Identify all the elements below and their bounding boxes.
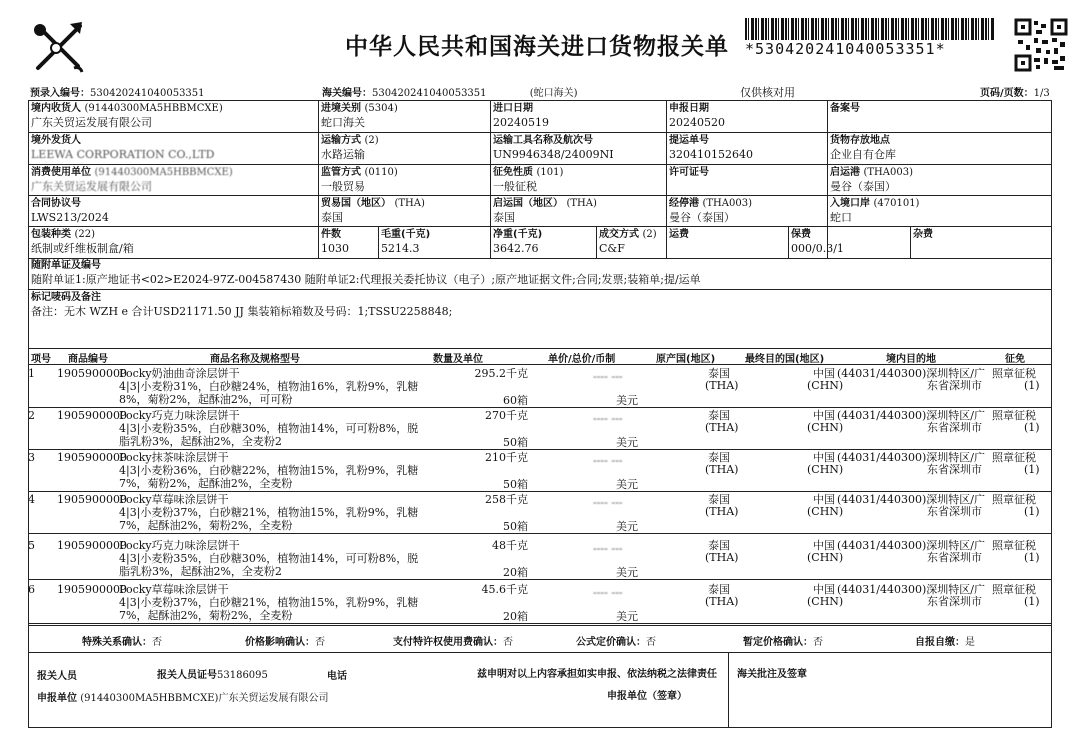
goods-domestic-2: 东省深圳市 <box>927 551 982 564</box>
goods-levy-code: (1) <box>1024 421 1040 434</box>
deal-code: (2) <box>642 229 657 240</box>
transit-port-cell <box>669 197 824 225</box>
goods-origin: 泰国 <box>708 539 730 552</box>
goods-spec2: 8%，菊粉2%，起酥油2%，可可粉 <box>119 393 293 406</box>
royalty-confirm: 支付特许权使用费确认：否 <box>393 637 513 648</box>
pieces-cell <box>321 228 376 256</box>
supervision-code: (0110) <box>364 167 398 178</box>
goods-price: ---- --- <box>593 412 623 425</box>
departure-port-cell <box>830 166 1048 194</box>
goods-spec1: 4|3|小麦粉31%，白砂糖24%，植物油16%，乳粉9%，乳糖 <box>119 380 419 393</box>
self-pay-confirm: 自报自缴：是 <box>915 637 975 648</box>
declare-date-label: 申报日期 <box>669 103 709 114</box>
goods-no: 6 <box>28 583 35 596</box>
vessel-value: UN9946348/24009NI <box>493 148 614 161</box>
provisional-price-confirm: 暂定价格确认：否 <box>743 637 823 648</box>
misc-label: 杂费 <box>913 229 933 240</box>
trade-country-value: 泰国 <box>321 211 343 224</box>
goods-code: 1905900000 <box>57 539 127 552</box>
col-header-domestic: 境内目的地 <box>886 354 936 365</box>
barcode <box>745 18 995 40</box>
entry-port-code: (470101) <box>873 198 920 209</box>
package-cell <box>31 228 316 256</box>
goods-levy: 照章征税 <box>992 493 1036 506</box>
freight-cell <box>669 228 784 242</box>
goods-name: Pocky巧克力味涂层饼干 <box>119 539 240 552</box>
goods-currency: 美元 <box>616 394 638 407</box>
goods-qty: 295.2千克 <box>474 367 528 380</box>
transport-mode-value: 水路运输 <box>321 148 365 161</box>
goods-currency: 美元 <box>616 610 638 623</box>
import-date-value: 20240519 <box>493 116 549 129</box>
pieces-value: 1030 <box>321 242 349 255</box>
bill-no-cell <box>669 134 824 162</box>
goods-currency: 美元 <box>616 566 638 579</box>
goods-levy: 照章征税 <box>992 367 1036 380</box>
transport-mode-label: 运输方式 <box>321 135 361 146</box>
misc-cell <box>913 228 1048 242</box>
goods-code: 1905900000 <box>57 409 127 422</box>
package-code: (22) <box>74 229 96 240</box>
origin-country-code: (THA) <box>566 198 597 209</box>
transit-port-code: (THA003) <box>702 198 752 209</box>
pre-entry-row <box>30 84 205 99</box>
storage-label: 货物存放地点 <box>830 135 890 146</box>
entry-customs-label: 进境关别 <box>321 103 361 114</box>
origin-country-cell <box>493 197 663 225</box>
goods-dest-code: (CHN) <box>807 551 844 564</box>
statement: 兹申明对以上内容承担如实申报、依法纳税之法律责任 <box>477 669 717 680</box>
goods-qty-unit: 50箱 <box>503 436 528 449</box>
consignor-label: 境外发货人 <box>31 135 81 146</box>
goods-currency: 美元 <box>616 436 638 449</box>
goods-spec2: 7%，起酥油2%，菊粉2%，全麦粉 <box>119 519 293 532</box>
goods-origin: 泰国 <box>708 493 730 506</box>
goods-dest: 中国 <box>813 409 835 422</box>
goods-row <box>28 581 1052 624</box>
phone-label: 电话 <box>327 671 347 682</box>
goods-dest: 中国 <box>813 493 835 506</box>
goods-spec1: 4|3|小麦粉35%，白砂糖30%，植物油14%，可可粉8%，脱 <box>119 422 419 435</box>
goods-domestic: (44031/440300)深圳特区/广 <box>837 409 985 422</box>
goods-domestic-2: 东省深圳市 <box>927 421 982 434</box>
declare-date-value: 20240520 <box>669 116 725 129</box>
consignor-cell <box>31 134 316 162</box>
net-label: 净重(千克) <box>493 229 543 240</box>
goods-domestic: (44031/440300)深圳特区/广 <box>837 583 985 596</box>
goods-qty-unit: 50箱 <box>503 520 528 533</box>
goods-dest-code: (CHN) <box>807 505 844 518</box>
freight-label: 运费 <box>669 229 689 240</box>
pre-entry-no: 530420241040053351 <box>90 88 205 99</box>
goods-no: 5 <box>28 539 35 552</box>
import-date-cell <box>493 102 663 130</box>
goods-levy: 照章征税 <box>992 409 1036 422</box>
departure-port-value: 曼谷（泰国） <box>830 180 896 193</box>
origin-country-value: 泰国 <box>493 211 515 224</box>
goods-origin: 泰国 <box>708 451 730 464</box>
goods-domestic-2: 东省深圳市 <box>927 595 982 608</box>
transit-port-value: 曼谷（泰国） <box>669 211 735 224</box>
consignee-value: 广东关贸运发展有限公司 <box>31 116 152 129</box>
net-value: 3642.76 <box>493 242 539 255</box>
goods-qty-unit: 20箱 <box>503 610 528 623</box>
col-header-price: 单价/总价/币制 <box>548 354 616 365</box>
consignee-cell <box>31 102 316 130</box>
goods-domestic-2: 东省深圳市 <box>927 505 982 518</box>
storage-value: 企业自有仓库 <box>830 148 896 161</box>
goods-dest-code: (CHN) <box>807 379 844 392</box>
bill-no-label: 提运单号 <box>669 135 709 146</box>
bill-no-value: 320410152640 <box>669 148 753 161</box>
goods-origin-code: (THA) <box>705 379 739 392</box>
goods-row <box>28 365 1052 408</box>
storage-cell <box>830 134 1048 162</box>
goods-levy-code: (1) <box>1024 595 1040 608</box>
deal-label: 成交方式 <box>599 229 639 240</box>
supervision-cell <box>321 166 487 194</box>
trade-country-cell <box>321 197 487 225</box>
record-no-cell <box>830 102 1048 116</box>
goods-dest: 中国 <box>813 539 835 552</box>
insurance-value: 000/0.3/1 <box>791 242 844 255</box>
levy-nature-cell <box>493 166 663 194</box>
goods-name: Pocky草莓味涂层饼干 <box>119 493 229 506</box>
for-check-note: 仅供核对用 <box>740 86 795 99</box>
goods-levy-code: (1) <box>1024 463 1040 476</box>
levy-nature-value: 一般征税 <box>493 180 537 193</box>
attachments-label: 随附单证及编号 <box>31 260 101 271</box>
barcode-text: *530420241040053351* <box>745 40 946 58</box>
pieces-label: 件数 <box>321 229 341 240</box>
remarks-label: 标记唛码及备注 <box>31 292 101 303</box>
deal-value: C&F <box>599 242 625 255</box>
formula-price-confirm: 公式定价确认：否 <box>576 637 656 648</box>
consumer-value: 广东关贸运发展有限公司 <box>31 180 152 193</box>
goods-qty: 270千克 <box>485 409 528 422</box>
goods-price: ---- --- <box>593 496 623 509</box>
customs-no-row <box>322 84 578 99</box>
goods-code: 1905900000 <box>57 583 127 596</box>
goods-origin-code: (THA) <box>705 505 739 518</box>
package-label: 包装种类 <box>31 229 71 240</box>
consignee-code: (91440300MA5HBBMCXE) <box>84 103 223 114</box>
attachments-cell <box>31 259 1047 287</box>
goods-levy: 照章征税 <box>992 451 1036 464</box>
col-header-name: 商品名称及规格型号 <box>210 354 300 365</box>
package-value: 纸制或纤维板制盒/箱 <box>31 242 134 255</box>
goods-currency: 美元 <box>616 478 638 491</box>
goods-domestic-2: 东省深圳市 <box>927 379 982 392</box>
col-header-levy: 征免 <box>1005 354 1025 365</box>
goods-qty-unit: 50箱 <box>503 478 528 491</box>
goods-dest-code: (CHN) <box>807 595 844 608</box>
contract-value: LWS213/2024 <box>31 211 109 224</box>
goods-levy: 照章征税 <box>992 539 1036 552</box>
goods-levy: 照章征税 <box>992 583 1036 596</box>
gross-value: 5214.3 <box>381 242 420 255</box>
col-header-code: 商品编号 <box>68 354 108 365</box>
goods-code: 1905900000 <box>57 493 127 506</box>
goods-spec2: 7%，起酥油2%，菊粉2%，全麦粉 <box>119 609 293 622</box>
transport-mode-cell <box>321 134 487 162</box>
price-impact-confirm: 价格影响确认：否 <box>245 637 325 648</box>
record-no-label: 备案号 <box>830 103 860 114</box>
goods-spec2: 7%，菊粉2%，起酥油2%，全麦粉 <box>119 477 293 490</box>
entry-port-label: 入境口岸 <box>830 198 870 209</box>
insurance-cell <box>791 228 907 256</box>
goods-no: 3 <box>28 451 35 464</box>
goods-price: ---- --- <box>593 586 623 599</box>
goods-qty: 258千克 <box>485 493 528 506</box>
transport-mode-code: (2) <box>364 135 379 146</box>
consumer-code: (91440300MA5HBBMCXE) <box>94 167 233 178</box>
transit-port-label: 经停港 <box>669 198 699 209</box>
gross-cell <box>381 228 487 256</box>
unit-seal: 申报单位（签章） <box>607 691 687 702</box>
goods-row <box>28 491 1052 534</box>
col-header-dest: 最终目的国(地区) <box>745 354 825 365</box>
origin-country-label: 启运国（地区） <box>493 198 563 209</box>
net-cell <box>493 228 593 256</box>
col-header-qty: 数量及单位 <box>433 354 483 365</box>
levy-nature-code: (101) <box>536 167 564 178</box>
customs-no: 530420241040053351 <box>372 88 487 99</box>
license-label: 许可证号 <box>669 167 709 178</box>
supervision-value: 一般贸易 <box>321 180 365 193</box>
qr-code-icon <box>1014 18 1068 72</box>
goods-dest: 中国 <box>813 583 835 596</box>
entry-customs-code: (5304) <box>364 103 398 114</box>
vessel-label: 运输工具名称及航次号 <box>493 135 593 146</box>
goods-domestic: (44031/440300)深圳特区/广 <box>837 451 985 464</box>
trade-country-label: 贸易国（地区） <box>321 198 391 209</box>
entry-customs-cell <box>321 102 487 130</box>
license-cell <box>669 166 824 180</box>
goods-dest-code: (CHN) <box>807 421 844 434</box>
goods-levy-code: (1) <box>1024 379 1040 392</box>
deal-cell <box>599 228 664 256</box>
goods-code: 1905900000 <box>57 367 127 380</box>
col-header-no: 项号 <box>31 354 51 365</box>
goods-name: Pocky奶油曲奇涂层饼干 <box>119 367 240 380</box>
goods-name: Pocky巧克力味涂层饼干 <box>119 409 240 422</box>
entry-customs-value: 蛇口海关 <box>321 116 365 129</box>
goods-dest: 中国 <box>813 451 835 464</box>
goods-dest-code: (CHN) <box>807 463 844 476</box>
declare-unit: 申报单位 (91440300MA5HBBMCXE)广东关贸运发展有限公司 <box>37 693 329 704</box>
page-indicator <box>980 84 1050 99</box>
goods-currency: 美元 <box>616 520 638 533</box>
attachments-value: 随附单证1:原产地证书<02>E2024-97Z-004587430 随附单证2:代理报关委托协议（电子）;原产地证据文件;合同;发票;装箱单;提/运单 <box>31 273 701 286</box>
goods-price: ---- --- <box>593 370 623 383</box>
goods-price: ---- --- <box>593 454 623 467</box>
goods-qty: 48千克 <box>492 539 528 552</box>
page-label: 页码/页数： <box>980 88 1034 99</box>
goods-domestic: (44031/440300)深圳特区/广 <box>837 367 985 380</box>
goods-origin-code: (THA) <box>705 463 739 476</box>
col-header-origin: 原产国(地区) <box>656 354 716 365</box>
goods-row <box>28 449 1052 492</box>
goods-code: 1905900000 <box>57 451 127 464</box>
goods-spec1: 4|3|小麦粉35%，白砂糖30%，植物油14%，可可粉8%，脱 <box>119 552 419 565</box>
goods-qty: 210千克 <box>485 451 528 464</box>
goods-spec1: 4|3|小麦粉37%，白砂糖21%，植物油15%，乳粉9%，乳糖 <box>119 506 419 519</box>
goods-dest: 中国 <box>813 367 835 380</box>
supervision-label: 监管方式 <box>321 167 361 178</box>
goods-name: Pocky抹茶味涂层饼干 <box>119 451 229 464</box>
goods-name: Pocky草莓味涂层饼干 <box>119 583 229 596</box>
goods-domestic: (44031/440300)深圳特区/广 <box>837 539 985 552</box>
goods-qty-unit: 20箱 <box>503 566 528 579</box>
vessel-cell <box>493 134 663 162</box>
goods-no: 2 <box>28 409 35 422</box>
page-value: 1/3 <box>1033 88 1050 99</box>
declare-date-cell <box>669 102 824 130</box>
customs-no-label: 海关编号： <box>322 88 372 99</box>
goods-origin-code: (THA) <box>705 421 739 434</box>
levy-nature-label: 征免性质 <box>493 167 533 178</box>
goods-no: 1 <box>28 367 35 380</box>
import-date-label: 进口日期 <box>493 103 533 114</box>
entry-port-value: 蛇口 <box>830 211 852 224</box>
gross-label: 毛重(千克) <box>381 229 431 240</box>
goods-row <box>28 537 1052 580</box>
goods-origin: 泰国 <box>708 409 730 422</box>
declarant-label: 报关人员 <box>37 671 77 682</box>
goods-spec2: 脂乳粉3%，起酥油2%，全麦粉2 <box>119 565 282 578</box>
goods-no: 4 <box>28 493 35 506</box>
remarks-cell <box>31 291 1047 319</box>
contract-cell <box>31 197 316 225</box>
goods-origin-code: (THA) <box>705 551 739 564</box>
goods-domestic: (44031/440300)深圳特区/广 <box>837 493 985 506</box>
goods-price: ---- --- <box>593 542 623 555</box>
declarant-no: 报关人员证号53186095 <box>157 670 268 681</box>
customs-emblem-icon <box>30 18 88 76</box>
page-title: 中华人民共和国海关进口货物报关单 <box>345 34 729 60</box>
consignee-label: 境内收货人 <box>31 103 81 114</box>
goods-row <box>28 407 1052 450</box>
goods-origin: 泰国 <box>708 367 730 380</box>
customs-approval: 海关批注及签章 <box>737 669 807 680</box>
contract-label: 合同协议号 <box>31 198 81 209</box>
consumer-cell <box>31 166 316 194</box>
trade-country-code: (THA) <box>394 198 425 209</box>
special-relation-confirm: 特殊关系确认：否 <box>82 637 162 648</box>
remarks-value: 备注：无木 WZH e 合计USD21171.50 JJ 集装箱标箱数及号码：1;TSSU2258848; <box>31 305 453 318</box>
goods-spec1: 4|3|小麦粉37%，白砂糖21%，植物油15%，乳粉9%，乳糖 <box>119 596 419 609</box>
goods-domestic-2: 东省深圳市 <box>927 463 982 476</box>
goods-levy-code: (1) <box>1024 551 1040 564</box>
goods-spec1: 4|3|小麦粉36%，白砂糖22%，植物油15%，乳粉9%，乳糖 <box>119 464 419 477</box>
goods-qty-unit: 60箱 <box>503 394 528 407</box>
goods-spec2: 脂乳粉3%，起酥油2%，全麦粉2 <box>119 435 282 448</box>
goods-levy-code: (1) <box>1024 505 1040 518</box>
consumer-label: 消费使用单位 <box>31 167 91 178</box>
departure-port-label: 启运港 <box>830 167 860 178</box>
entry-port-cell <box>830 197 1048 225</box>
goods-origin: 泰国 <box>708 583 730 596</box>
insurance-label: 保费 <box>791 229 811 240</box>
customs-office: (蛇口海关) <box>529 88 578 99</box>
consignor-value: LEEWA CORPORATION CO.,LTD <box>31 148 215 161</box>
goods-qty: 45.6千克 <box>481 583 528 596</box>
pre-entry-label: 预录入编号： <box>30 88 90 99</box>
goods-origin-code: (THA) <box>705 595 739 608</box>
departure-port-code: (THA003) <box>863 167 913 178</box>
